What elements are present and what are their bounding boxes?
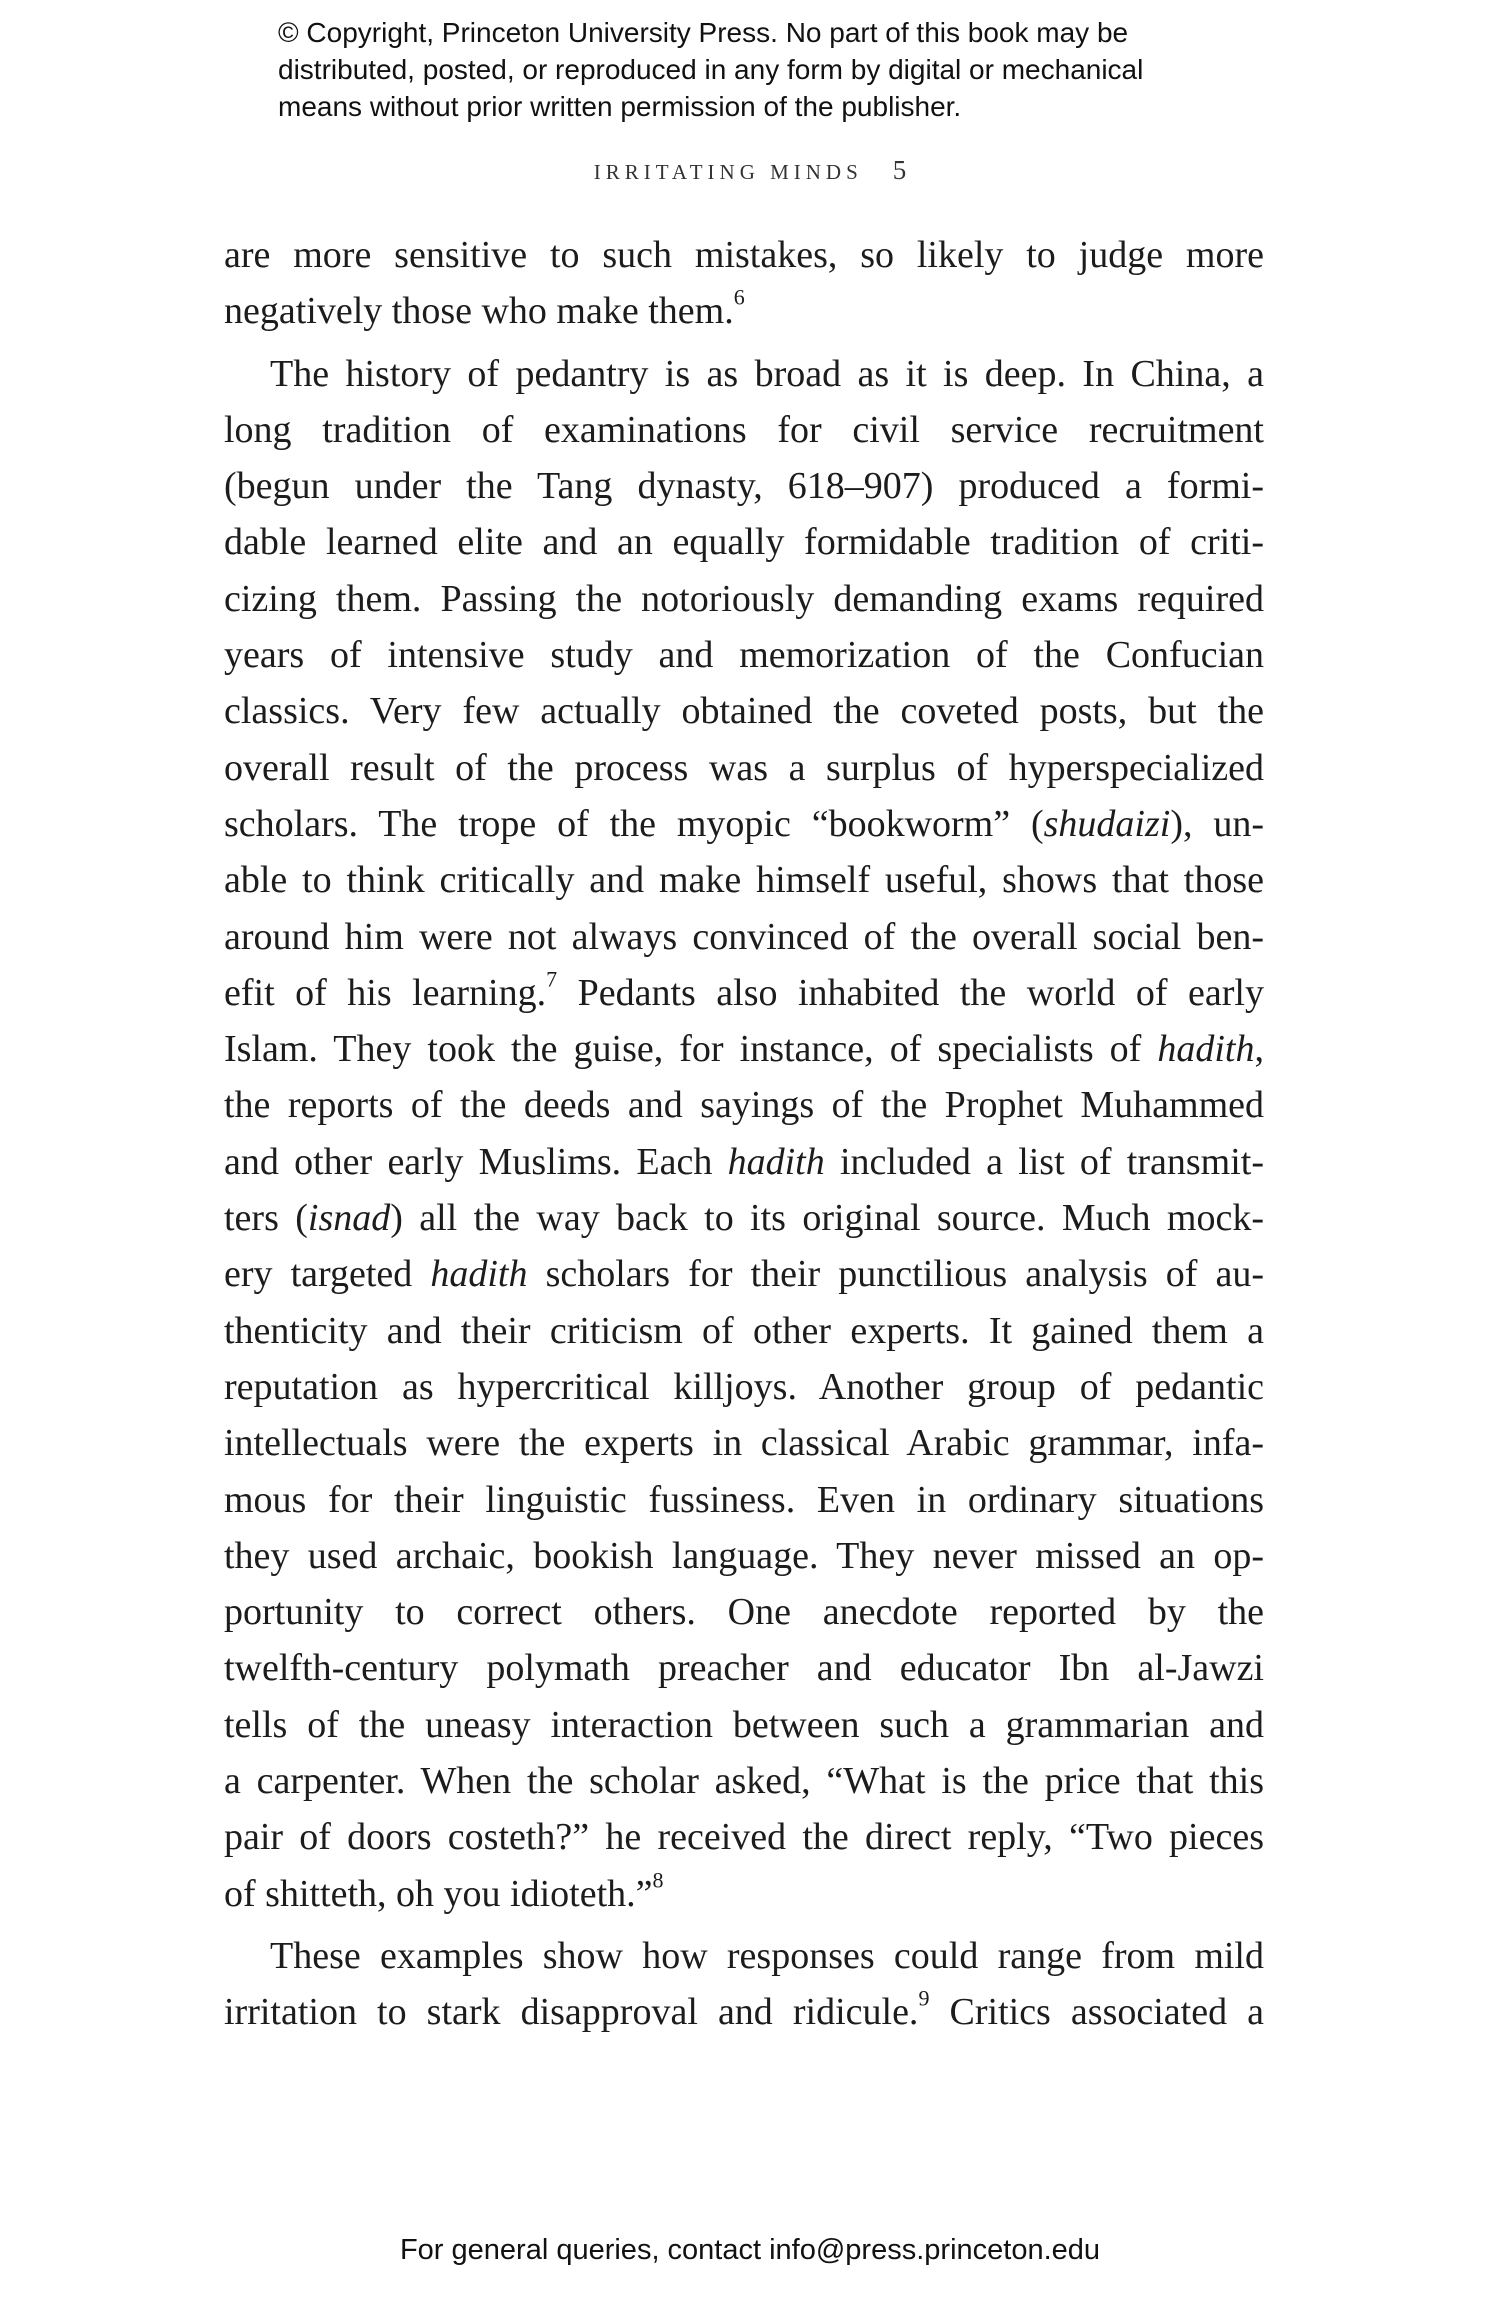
footnote-ref[interactable]: 8 [652,1866,664,1892]
copyright-line: means without prior written permission of the publisher. [278,91,962,122]
text-line: scholars. The trope of the myopic “bookworm” (shudaizi), un- [224,802,1264,845]
italic-term: isnad [307,1197,391,1240]
running-head [0,155,1500,186]
text-line: of shitteth, oh you idioteth.”$^8$ [224,1866,664,1915]
text-line: a carpenter. When the scholar asked, “What is the price that this [224,1760,1264,1803]
text-line: years of intensive study and memorization of the Confucian [224,634,1264,677]
text-line: Islam. They took the guise, for instance, of specialists of hadith, [224,1028,1264,1071]
page-number: 5 [892,155,907,185]
copyright-line: © Copyright, Princeton University Press. No part of this book may be [278,17,1129,48]
text-line: they used archaic, bookish language. They never missed an op- [224,1534,1264,1577]
text-line: pair of doors costeth?” he received the direct reply, “Two pieces [224,1816,1264,1859]
footnote-ref[interactable]: 7 [546,966,558,992]
footnote-ref[interactable]: 6 [733,284,745,310]
text-line: cizing them. Passing the notoriously demanding exams required [224,577,1264,620]
italic-term: shudaizi [1043,802,1171,845]
text-line: twelfth-century polymath preacher and educator Ibn al-Jawzi [224,1647,1264,1690]
italic-term: hadith [727,1140,825,1183]
text-line: dable learned elite and an equally formidable tradition of criti- [224,521,1264,564]
text-line: mous for their linguistic fussiness. Even in ordinary situations [224,1478,1264,1521]
footer-contact: For general queries, contact info@press.princeton.edu [399,2234,1101,2266]
text-line: efit of his learning.$^7$ Pedants also inhabited the world of early [224,966,1264,1014]
text-line: intellectuals were the experts in classical Arabic grammar, infa- [224,1422,1264,1465]
text-line: (begun under the Tang dynasty, 618–907) produced a formi- [224,465,1264,508]
text-line: the reports of the deeds and sayings of the Prophet Muhammed [224,1084,1264,1127]
text-line: long tradition of examinations for civil service recruitment [224,408,1264,451]
text-line: thenticity and their criticism of other experts. It gained them a [224,1309,1264,1352]
text-line: reputation as hypercritical killjoys. Another group of pedantic [224,1365,1264,1408]
text-line: are more sensitive to such mistakes, so likely to judge more [224,234,1264,276]
italic-term: hadith [430,1253,528,1296]
copyright-line: distributed, posted, or reproduced in any form by digital or mechanical [278,54,1144,85]
italic-term: hadith [1157,1028,1255,1071]
text-line: classics. Very few actually obtained the coveted posts, but the [224,690,1264,733]
running-head-title: IRRITATING MINDS [593,160,863,184]
copyright-notice [278,14,1278,125]
text-line: irritation to stark disapproval and ridicule.$^9$ Critics associated a [224,1985,1264,2034]
text-line: and other early Muslims. Each hadith included a list of transmit- [224,1140,1264,1183]
body-text [224,227,1264,2041]
text-line: ters (isnad) all the way back to its original source. Much mock- [224,1197,1264,1240]
text-line: able to think critically and make himself useful, shows that those [224,859,1264,902]
text-line: These examples show how responses could range from mild [270,1934,1264,1977]
footnote-ref[interactable]: 9 [918,1985,930,2011]
text-line: around him were not always convinced of the overall social ben- [224,915,1264,958]
text-line: negatively those who make them.$^6$ [224,284,745,333]
text-line: The history of pedantry is as broad as it is deep. In China, a [270,352,1264,395]
text-line: tells of the uneasy interaction between such a grammarian and [224,1703,1264,1746]
text-line: portunity to correct others. One anecdote reported by the [224,1591,1264,1634]
text-line: ery targeted hadith scholars for their punctilious analysis of au- [224,1253,1265,1296]
text-line: overall result of the process was a surplus of hyperspecialized [224,746,1264,789]
